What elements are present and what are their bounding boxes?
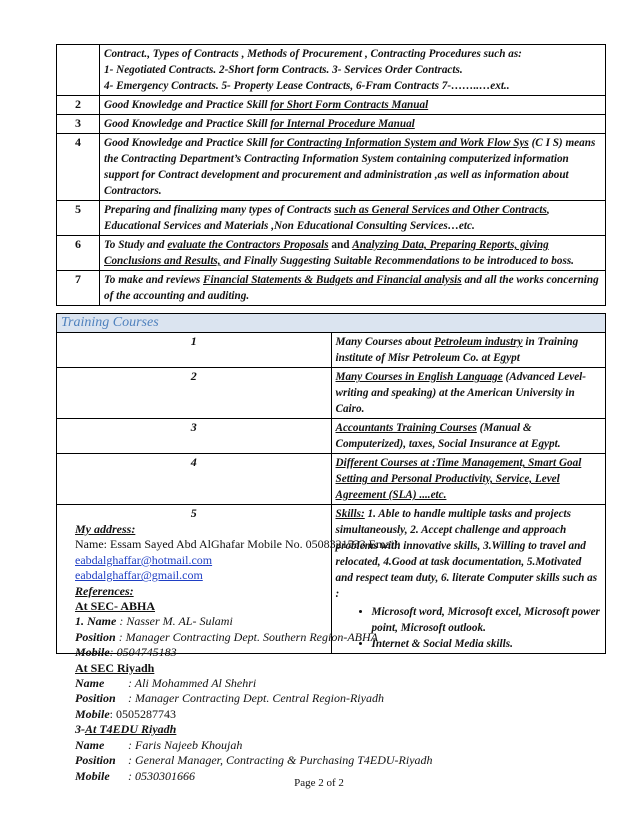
table-row [57,236,606,271]
row-number: 1 [57,333,332,368]
text: Good Knowledge and Practice Skill [104,99,271,111]
address-heading: My address: [75,522,136,536]
underlined-text: Skills: [335,508,365,520]
address-line: Name: Essam Sayed Abd AlGhafar Mobile No. 0508321533 Email: [75,537,401,552]
text: 1. Able to handle multiple tasks and projects simultaneously, 2. Accept challenge and approach problems with innovative skills, 3.Willing to travel and relocated, 4.Good at task documentation, 5.Motivated and respect team duty, 6. literate Computer skills such as : [335,508,598,600]
row-text [100,115,606,134]
underlined-text: for Short Form Contracts Manual [270,99,429,111]
reference-position [75,753,615,768]
underlined-text: for Internal Procedure Manual [270,118,415,130]
row-number: 2 [57,96,100,115]
page-number: Page 2 of 2 [294,777,344,789]
section-heading: Training Courses [57,314,606,333]
references-heading: References: [75,583,134,598]
underlined-text: Financial Statements & Budgets and Financial analysis [203,274,462,286]
row-number: 6 [57,236,100,271]
text: in Training institute of Misr Petroleum Co. at Egypt [335,336,579,364]
table-row [57,115,606,134]
row-text [100,134,606,201]
skills-table [56,44,606,306]
intro-line: 1- Negotiated Contracts. 2-Short form Contracts. 3- Services Order Contracts. [104,64,463,76]
reference-position [75,691,615,706]
text: To make and reviews [104,274,204,286]
table-row [57,454,606,505]
table-row [57,96,606,115]
text: , Educational Services and Materials ,Non Educational Consulting Services…etc. [104,204,550,232]
list-item: • Internet & Social Media skills. [372,636,602,652]
reference-org: At SEC- ABHA [75,599,156,614]
row-text [100,271,606,306]
row-text [100,236,606,271]
email-row [75,553,615,568]
row-number: 2 [57,368,332,419]
text: and [328,239,353,251]
reference-mobile [75,645,615,660]
table-row [57,45,606,96]
table-row [57,333,606,368]
row-text [100,45,606,96]
row-number: 3 [57,115,100,134]
text: (Manual & Computerized), taxes, Social Insurance at Egypt. [335,422,561,450]
text: (C I S) means the Contracting Department’s Contracting Information System containing computerized information support for Contract development and procurement and administration ,as well as information about Contractors. [104,137,596,197]
label: Mobile [75,645,110,660]
row-number: 4 [57,454,332,505]
value: : Faris Najeeb Khoujah [125,737,243,752]
text: Preparing and finalizing many types of Contracts [104,204,335,216]
label: Name [75,737,105,752]
value: : Ali Mohammed Al Shehri [125,676,257,691]
label: Position [75,753,116,768]
intro-line: Contract., Types of Contracts , Methods of Procurement , Contracting Procedures such as: [104,48,522,60]
email-row [75,568,615,583]
table-row [57,134,606,201]
reference-name [75,614,615,629]
table-row [57,201,606,236]
row-number: 7 [57,271,100,306]
email-link[interactable]: eabdalghaffar@hotmail.com [75,552,213,567]
value: : General Manager, Contracting & Purchasing T4EDU-Riyadh [125,753,433,768]
list-item: • Microsoft word, Microsoft excel, Microsoft power point, Microsoft outlook. [372,604,602,636]
row-text [331,454,606,505]
underlined-text: Different Courses at :Time Management, Smart Goal Setting and Personal Productivity, Service, Level Agreement (SLA) ....etc. [335,457,582,501]
value: : 0505287743 [109,706,177,721]
text: Good Knowledge and Practice Skill [104,118,271,130]
text: Good Knowledge and Practice Skill [104,137,271,149]
reference-mobile [75,707,615,722]
value: : 0504745183 [109,645,177,660]
section-heading-row [57,314,606,333]
email-link[interactable]: eabdalghaffar@gmail.com [75,568,203,583]
value: : 0530301666 [125,768,195,783]
underlined-text: such as General Services and Other Contracts [334,204,547,216]
row-number: 5 [57,505,332,654]
org-name: At T4EDU Riyadh [85,722,177,737]
text: and Finally Suggesting Suitable Recommendations to be introduced to boss. [220,255,574,267]
reference-name [75,738,615,753]
row-number: 5 [57,201,100,236]
text: To Study and [104,239,168,251]
label: Name [75,676,105,691]
reference-name [75,676,615,691]
text: and all the works concerning of the accounting and auditing. [104,274,599,302]
text: (Advanced Level- writing and speaking) at the American University in Cairo. [335,371,586,415]
label: Position [75,629,116,644]
label: Mobile [75,706,110,721]
text: Many Courses about [335,336,435,348]
underlined-text: Accountants Training Courses [335,422,477,434]
contact-section [75,522,615,784]
label: Mobile [75,768,110,783]
row-text [100,201,606,236]
row-number: 4 [57,134,100,201]
reference-org [75,722,615,737]
org-prefix: 3- [75,722,85,737]
intro-line: 4- Emergency Contracts. 5- Property Lease Contracts, 6-Fram Contracts 7-……..…ext.. [104,80,510,92]
row-text [331,333,606,368]
value: : Nasser M. AL- Sulami [116,614,233,629]
underlined-text: for Contracting Information System and Work Flow Sys [270,137,529,149]
label: Position [75,691,116,706]
underlined-text: evaluate the Contractors Proposals [167,239,329,251]
table-row [57,271,606,306]
underlined-text: Many Courses in English Language [335,371,503,383]
value: : Manager Contracting Dept. Central Region-Riyadh [125,691,384,706]
table-row [57,368,606,419]
value: : Manager Contracting Dept. Southern Region-ABHA [115,629,378,644]
row-text [100,96,606,115]
row-number: 3 [57,419,332,454]
reference-position [75,630,615,645]
underlined-text: Analyzing Data, Preparing Reports, giving Conclusions and Results, [104,239,549,267]
row-text [331,368,606,419]
label: 1. Name [75,614,117,629]
reference-org: At SEC Riyadh [75,660,155,675]
underlined-text: Petroleum industry [434,336,523,348]
table-row [57,419,606,454]
row-number [57,45,100,96]
row-text [331,419,606,454]
